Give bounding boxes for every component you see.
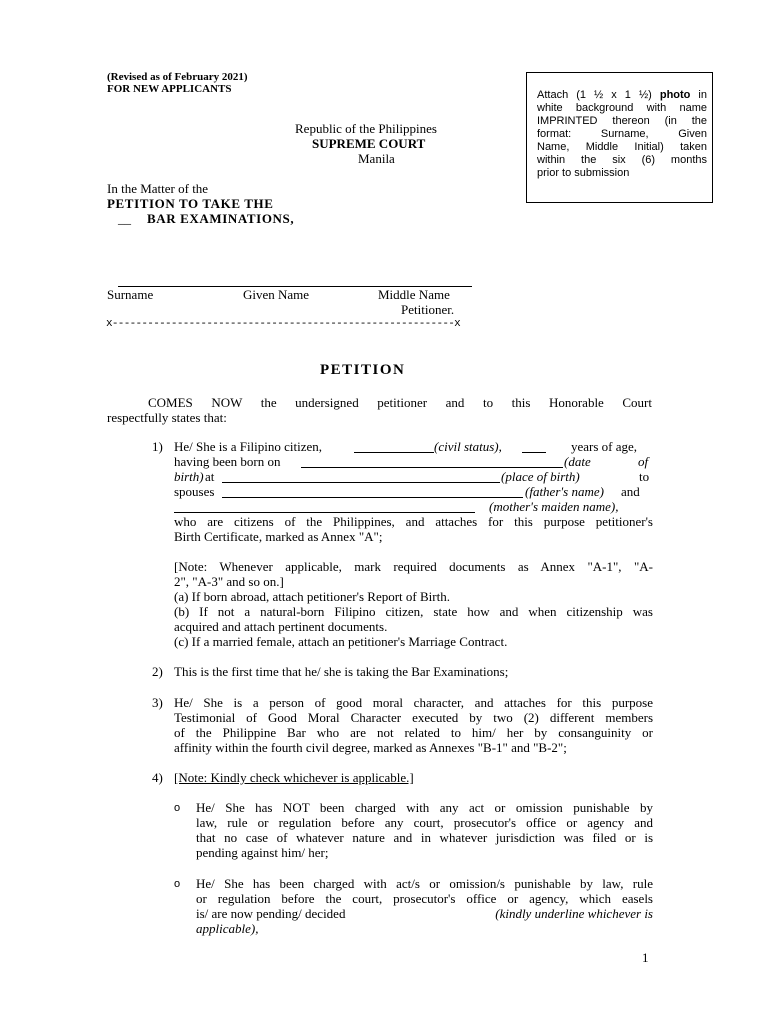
mother-name-label: (mother's maiden name), [489, 499, 619, 514]
item-3-line-3: of the Philippine Bar who are not related to him/ her by consanguinity or [174, 725, 653, 740]
item-4-note: [Note: Kindly check whichever is applicable.] [174, 770, 414, 785]
photo-line-2: white background with name [537, 102, 707, 114]
option-2-line-4: applicable), [196, 921, 259, 936]
option-1-checkbox[interactable]: o [174, 802, 181, 814]
applicant-type: FOR NEW APPLICANTS [107, 83, 232, 95]
option-1-line-2: law, rule or regulation before any court, prosecutor's office or agency and [196, 815, 653, 830]
note-line-2: 2", "A-3" and so on.] [174, 574, 284, 589]
note-a: (a) If born abroad, attach petitioner's Report of Birth. [174, 589, 450, 604]
place-of-birth-blank [222, 482, 500, 483]
to-label: to [639, 469, 650, 484]
photo-line-1-end: in [690, 89, 707, 101]
and-label: and [621, 484, 640, 499]
photo-line-6: within the six (6) months [537, 154, 707, 166]
option-2-line-2: or regulation before the court, prosecutor's office or agency, which easels [196, 891, 653, 906]
petitioner-label: Petitioner. [401, 302, 455, 317]
item-2-number: 2) [152, 664, 163, 679]
civil-status-blank [354, 452, 434, 453]
option-2-line-1: He/ She has been charged with act/s or omission/s punishable by law, rule [196, 876, 653, 891]
note-line-1: [Note: Whenever applicable, mark required documents as Annex "A-1", "A- [174, 559, 653, 574]
item-1-citizen: He/ She is a Filipino citizen, [174, 439, 323, 454]
option-2-line-3 [196, 906, 653, 922]
item-1-annex-a: Birth Certificate, marked as Annex "A"; [174, 529, 383, 544]
item-3-line-2: Testimonial of Good Moral Character executed by two (2) different members [174, 710, 653, 725]
photo-line-4: format: Surname, Given [537, 128, 707, 140]
item-3-number: 3) [152, 695, 163, 710]
date-label: (date [564, 454, 591, 469]
born-on-label: having been born on [174, 454, 281, 469]
bar-year-blank: __ [118, 211, 131, 226]
bar-examinations: BAR EXAMINATIONS, [147, 211, 295, 226]
item-2-text: This is the first time that he/ she is taking the Bar Examinations; [174, 664, 509, 679]
of-label: of [638, 454, 649, 469]
item-3-line-4: affinity within the fourth civil degree, marked as Annexes "B-1" and "B-2"; [174, 740, 567, 755]
photo-instruction-box [526, 72, 713, 203]
page-number: 1 [642, 950, 649, 965]
spouses-label: spouses [174, 484, 215, 499]
photo-word: photo [659, 89, 691, 101]
intro-line-1: COMES NOW the undersigned petitioner and to this Honorable Court [148, 395, 652, 410]
matter-line: In the Matter of the [107, 181, 209, 196]
photo-line-5: Name, Middle Initial) taken [537, 141, 707, 153]
middle-name-label: Middle Name [378, 287, 450, 302]
photo-line-3: IMPRINTED thereon (in the [537, 115, 707, 127]
birth-label: birth) [174, 469, 204, 484]
note-b-line-2: acquired and attach pertinent documents. [174, 619, 388, 634]
civil-status-label: (civil status), [434, 439, 502, 454]
revision-note: (Revised as of February 2021) [107, 71, 248, 83]
given-name-label: Given Name [243, 287, 310, 302]
photo-instructions [537, 89, 707, 180]
petition-title: PETITION [320, 362, 406, 378]
manila-heading: Manila [358, 151, 395, 166]
age-blank [522, 452, 546, 453]
item-3-line-1: He/ She is a person of good moral character, and attaches for this purpose [174, 695, 653, 710]
option-2-underline-note: (kindly underline whichever is [495, 906, 653, 921]
date-of-birth-blank [301, 467, 563, 468]
note-c: (c) If a married female, attach an petitioner's Marriage Contract. [174, 634, 508, 649]
supreme-court-heading: SUPREME COURT [312, 136, 426, 151]
photo-line-7: prior to submission [537, 167, 630, 179]
option-1-line-1: He/ She has NOT been charged with any act or omission punishable by [196, 800, 653, 815]
note-b-line-1: (b) If not a natural-born Filipino citizen, state how and when citizenship was [174, 604, 653, 619]
item-1-citizens-line: who are citizens of the Philippines, and attaches for this purpose petitioner's [174, 514, 653, 529]
republic-heading: Republic of the Philippines [295, 121, 437, 136]
option-1-line-4: pending against him/ her; [196, 845, 329, 860]
father-name-blank [222, 497, 523, 498]
mother-name-blank [174, 512, 475, 513]
item-4-number: 4) [152, 770, 163, 785]
photo-line-1: Attach (1 ½ x 1 ½) [537, 89, 660, 101]
option-2-checkbox[interactable]: o [174, 878, 181, 890]
father-name-label: (father's name) [525, 484, 604, 499]
intro-line-2: respectfully states that: [107, 410, 227, 425]
years-of-age-label: years of age, [571, 439, 638, 454]
surname-label: Surname [107, 287, 154, 302]
petition-to-take: PETITION TO TAKE THE [107, 196, 274, 211]
caption-separator: x----------------------------------------------------------x [106, 318, 461, 330]
place-of-birth-label: (place of birth) [501, 469, 580, 484]
option-1-line-3: that no case of whatever nature and in whatever jurisdiction was filed or is [196, 830, 653, 845]
at-label: at [205, 469, 215, 484]
item-1-number: 1) [152, 439, 163, 454]
option-2-line-3-text: is/ are now pending/ decided [196, 906, 346, 921]
